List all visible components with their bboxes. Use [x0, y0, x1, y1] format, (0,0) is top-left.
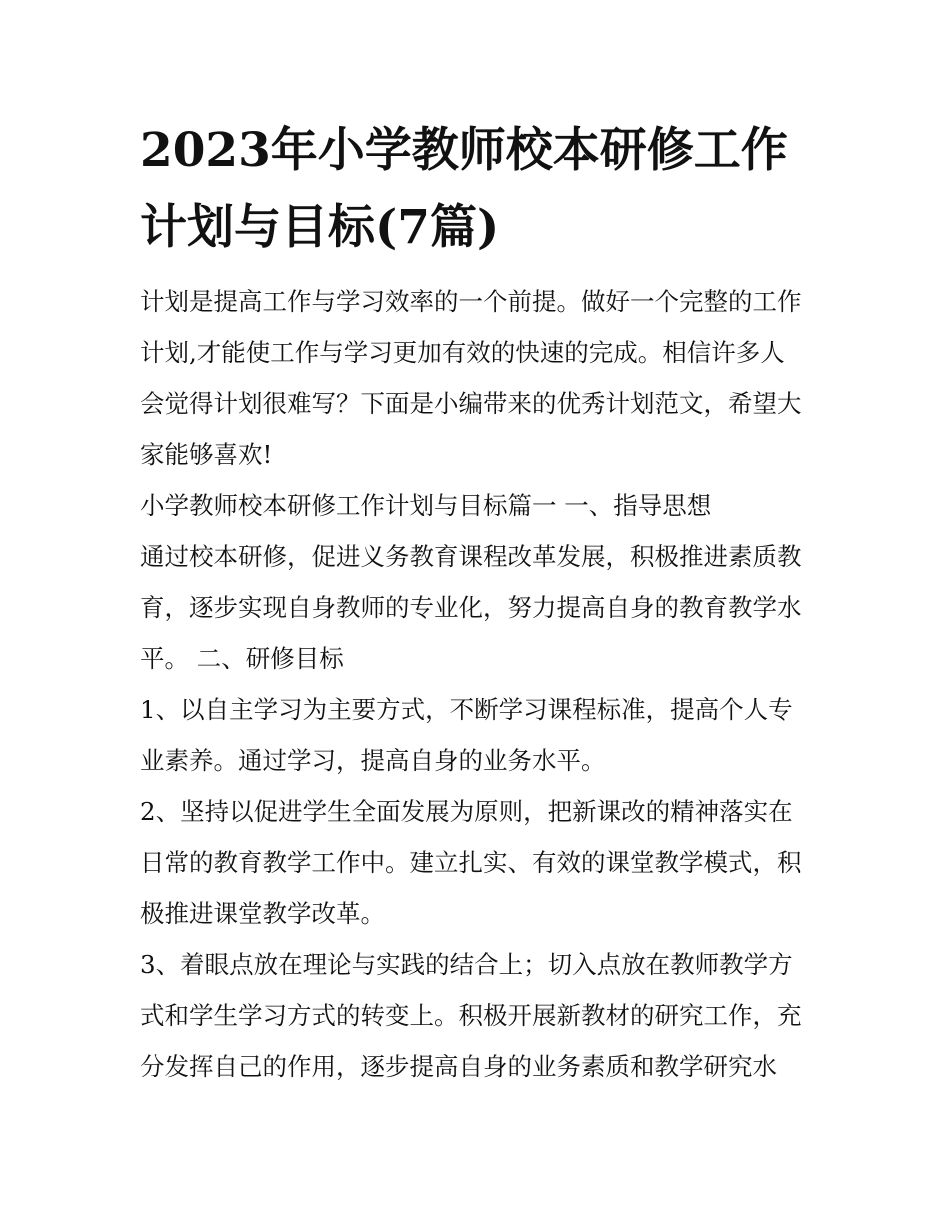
goal-2-line-3: 极推进课堂教学改革。: [140, 899, 385, 928]
guidance-line-2: 育，逐步实现自身教师的专业化，努力提高自身的教育教学水: [140, 593, 802, 622]
intro-line-1: 计划是提高工作与学习效率的一个前提。做好一个完整的工作: [140, 287, 802, 316]
goal-3-line-1: 3、着眼点放在理论与实践的结合上；切入点放在教师教学方: [140, 950, 793, 979]
goal-1-line-1: 1、以自主学习为主要方式，不断学习课程标准，提高个人专: [140, 695, 793, 724]
goal-3-line-2: 式和学生学习方式的转变上。积极开展新教材的研究工作，充: [140, 1001, 802, 1030]
goal-2-line-2: 日常的教育教学工作中。建立扎实、有效的课堂教学模式，积: [140, 848, 802, 877]
goal-3-line-3: 分发挥自己的作用，逐步提高自身的业务素质和教学研究水: [140, 1052, 777, 1081]
title-line-2: 计划与目标(7篇): [140, 200, 500, 255]
goal-2-line-1: 2、坚持以促进学生全面发展为原则，把新课改的精神落实在: [140, 797, 793, 826]
guidance-line-3: 平。 二、研修目标: [140, 644, 344, 673]
intro-line-4: 家能够喜欢!: [140, 440, 273, 469]
goal-1-line-2: 业素养。通过学习，提高自身的业务水平。: [140, 746, 606, 775]
title-line-1: 2023年小学教师校本研修工作: [140, 123, 788, 178]
guidance-line-1: 通过校本研修，促进义务教育课程改革发展，积极推进素质教: [140, 542, 802, 571]
section-heading-line: 小学教师校本研修工作计划与目标篇一 一、指导思想: [140, 491, 712, 520]
intro-line-3: 会觉得计划很难写？下面是小编带来的优秀计划范文，希望大: [140, 389, 802, 418]
document-body: [140, 276, 820, 1092]
intro-line-2: 计划,才能使工作与学习更加有效的快速的完成。相信许多人: [140, 338, 785, 367]
document-title: [140, 112, 820, 266]
